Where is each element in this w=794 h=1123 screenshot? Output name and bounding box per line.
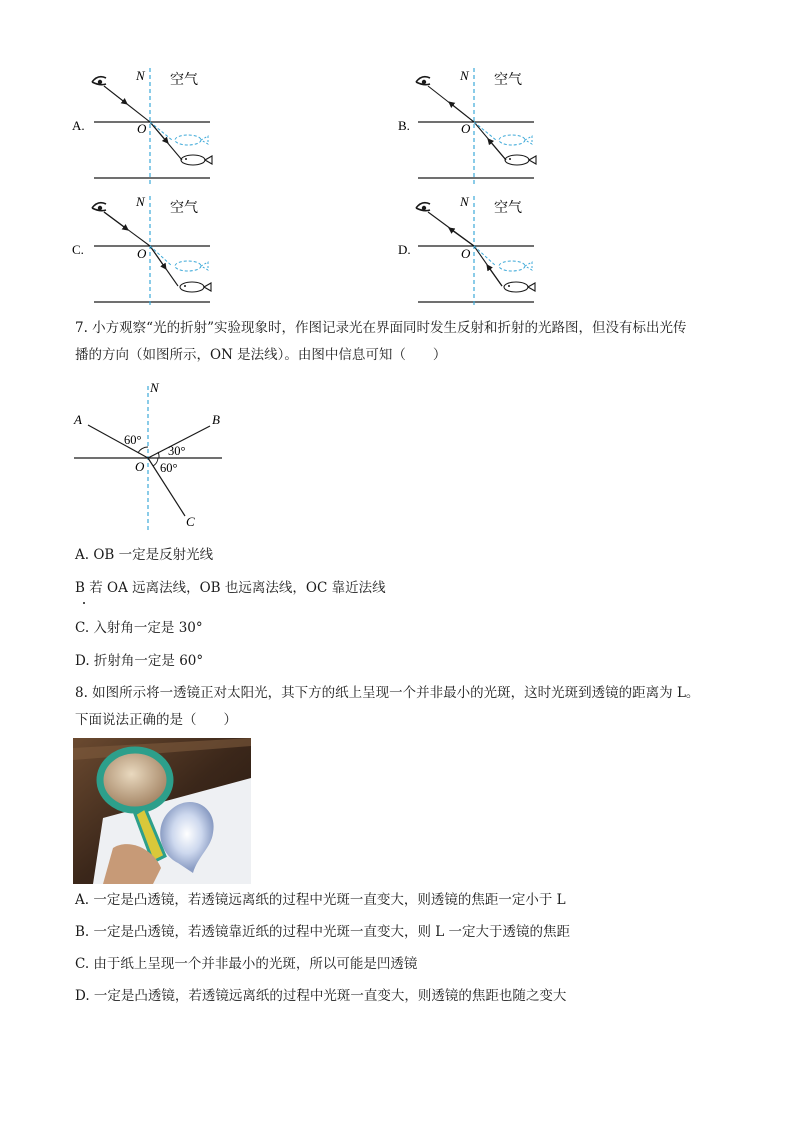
q6-option-label: A.: [72, 118, 85, 133]
lens-photo: [73, 738, 251, 884]
fish-icon: [181, 155, 205, 165]
normal-label: N: [136, 194, 145, 209]
magnifier-lens-icon: [100, 750, 170, 810]
stray-dot: [83, 602, 85, 604]
q8-option-a[interactable]: A. 一定是凸透镜，若透镜远离纸的过程中光斑一直变大，则透镜的焦距一定小于 L: [75, 892, 566, 908]
point-b-label: B: [212, 412, 220, 427]
point-c-label: C: [186, 514, 195, 529]
origin-label: O: [137, 246, 147, 261]
q6-figures: [0, 0, 794, 310]
q6-option-b-figure: [398, 68, 536, 185]
fish-icon: [505, 155, 529, 165]
q6-option-label: B.: [398, 118, 410, 133]
normal-label: N: [150, 380, 159, 395]
q7-option-a[interactable]: A. OB 一定是反射光线: [75, 547, 214, 563]
q7-option-d[interactable]: D. 折射角一定是 60°: [75, 653, 204, 669]
q8-option-c[interactable]: C. 由于纸上呈现一个并非最小的光斑，所以可能是凹透镜: [75, 956, 418, 972]
origin-label: O: [461, 121, 471, 136]
point-a-label: A: [74, 412, 82, 427]
q8-stem-line-2: 下面说法正确的是（ ）: [75, 712, 237, 728]
air-label: 空气: [170, 73, 198, 88]
q8-option-d[interactable]: D. 一定是凸透镜，若透镜远离纸的过程中光斑一直变大，则透镜的焦距也随之变大: [75, 988, 567, 1004]
air-label: 空气: [494, 201, 522, 216]
q6-option-a-figure: [72, 68, 212, 185]
fish-image-icon: [499, 135, 525, 145]
q6-option-d-figure: [398, 194, 535, 308]
origin-label: O: [135, 459, 145, 474]
angle-oc-label: 60°: [160, 461, 178, 475]
fish-image-icon: [175, 135, 201, 145]
origin-label: O: [461, 246, 471, 261]
q6-option-label: D.: [398, 242, 411, 257]
q7-option-c[interactable]: C. 入射角一定是 30°: [75, 620, 203, 636]
air-label: 空气: [494, 73, 522, 88]
q8-stem-line-1: 8. 如图所示将一透镜正对太阳光，其下方的纸上呈现一个并非最小的光斑，这时光斑到透镜的距离为 L。: [75, 685, 700, 701]
angle-ob-label: 30°: [168, 444, 186, 458]
q7-stem-line-2: 播的方向（如图所示，ON 是法线）。由图中信息可知（ ）: [75, 347, 447, 363]
angle-oa-label: 60°: [124, 433, 142, 447]
q7-figure: [60, 378, 240, 538]
normal-label: N: [460, 68, 469, 83]
normal-label: N: [460, 194, 469, 209]
q6-option-c-figure: [72, 194, 211, 308]
fish-image-icon: [499, 261, 525, 271]
origin-label: O: [137, 121, 147, 136]
fish-image-icon: [175, 261, 201, 271]
q8-option-b[interactable]: B. 一定是凸透镜，若透镜靠近纸的过程中光斑一直变大，则 L 一定大于透镜的焦距: [75, 924, 571, 940]
fish-icon: [504, 282, 528, 292]
q7-option-b[interactable]: B 若 OA 远离法线，OB 也远离法线，OC 靠近法线: [75, 580, 386, 596]
q7-stem-line-1: 7. 小方观察“光的折射”实验现象时，作图记录光在界面同时发生反射和折射的光路图，但没有标出光传: [75, 320, 687, 336]
fish-icon: [180, 282, 204, 292]
normal-label: N: [136, 68, 145, 83]
q6-option-label: C.: [72, 242, 84, 257]
air-label: 空气: [170, 201, 198, 216]
